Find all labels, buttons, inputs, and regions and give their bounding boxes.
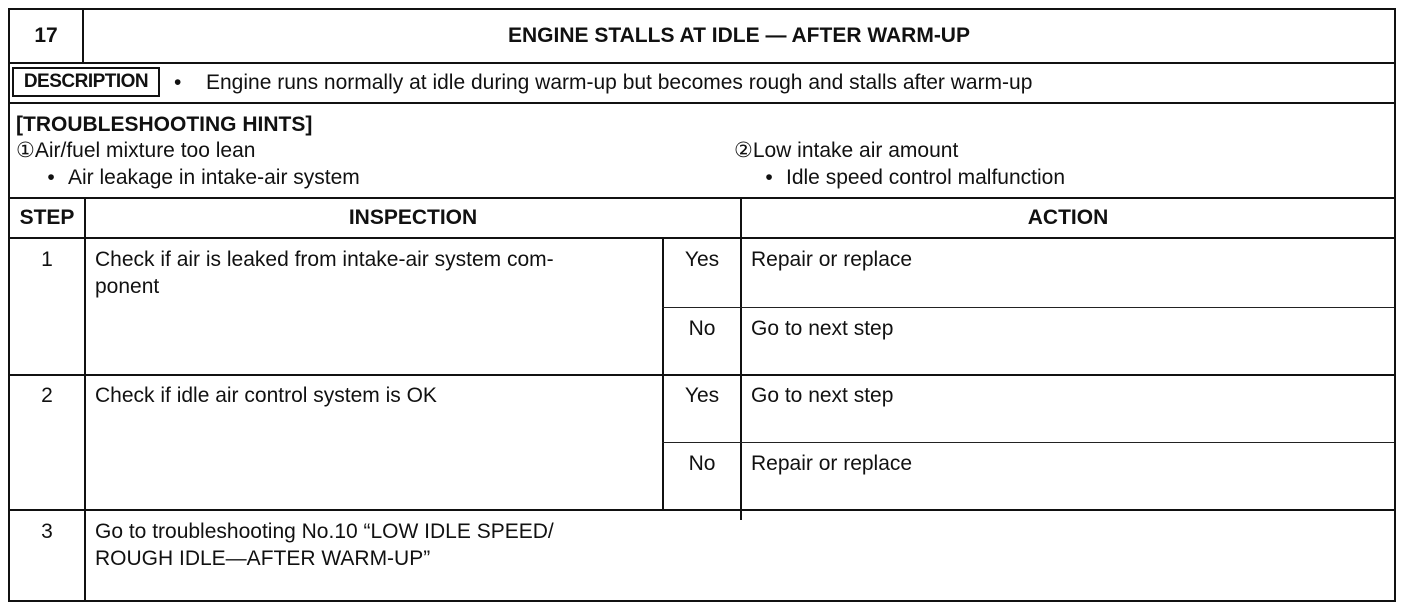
circled-two-icon: ② xyxy=(734,139,753,162)
troubleshooting-sheet xyxy=(8,8,1396,602)
divider-action xyxy=(740,199,742,520)
column-action: ACTION xyxy=(1027,206,1109,229)
hint-item-1 xyxy=(16,137,716,191)
bullet-icon: • xyxy=(174,71,182,94)
step-number-1: 1 xyxy=(41,248,53,271)
chart-number: 17 xyxy=(34,24,58,47)
rule-step1-mid xyxy=(662,307,1394,308)
column-inspection: INSPECTION xyxy=(348,206,478,229)
no-label-1: No xyxy=(688,317,716,340)
inspection-text-1: Check if air is leaked from intake-air system com- ponent xyxy=(95,248,554,298)
inspection-text-2: Check if idle air control system is OK xyxy=(95,384,437,407)
step-number-2: 2 xyxy=(41,384,53,407)
rule-step1 xyxy=(10,374,1394,376)
hint-item-2 xyxy=(734,137,1384,191)
bullet-icon: • xyxy=(765,166,773,189)
rule-header xyxy=(10,62,1394,64)
page-title: ENGINE STALLS AT IDLE — AFTER WARM-UP xyxy=(508,24,970,47)
circled-one-icon: ① xyxy=(16,139,35,162)
description-text: Engine runs normally at idle during warm-up but becomes rough and stalls after warm-up xyxy=(206,71,1033,94)
action-yes-1: Repair or replace xyxy=(751,248,913,271)
rule-step2-mid xyxy=(662,442,1394,443)
yes-label-1: Yes xyxy=(684,248,720,271)
description-text-row xyxy=(174,68,1384,98)
column-step: STEP xyxy=(19,206,75,229)
rule-column-header xyxy=(10,237,1394,239)
hints-heading: [TROUBLESHOOTING HINTS] xyxy=(16,113,313,136)
bullet-icon: • xyxy=(47,166,55,189)
hint-detail-2: Idle speed control malfunction xyxy=(786,166,1065,189)
inspection-text-3: Go to troubleshooting No.10 “LOW IDLE SPEED/ ROUGH IDLE—AFTER WARM-UP” xyxy=(95,520,554,570)
hint-title-2: Low intake air amount xyxy=(752,139,959,162)
action-yes-2: Go to next step xyxy=(751,384,894,407)
description-label xyxy=(12,67,160,97)
rule-description xyxy=(10,102,1394,104)
rule-step2 xyxy=(10,509,1394,511)
no-label-2: No xyxy=(688,452,716,475)
hint-detail-1: Air leakage in intake-air system xyxy=(68,166,360,189)
description-label-text: DESCRIPTION xyxy=(23,71,149,92)
action-no-1: Go to next step xyxy=(751,317,894,340)
step-number-3: 3 xyxy=(41,520,53,543)
divider-step xyxy=(84,199,86,520)
hint-title-1: Air/fuel mixture too lean xyxy=(34,139,256,162)
action-no-2: Repair or replace xyxy=(751,452,913,475)
yes-label-2: Yes xyxy=(684,384,720,407)
divider-step3 xyxy=(84,511,86,600)
